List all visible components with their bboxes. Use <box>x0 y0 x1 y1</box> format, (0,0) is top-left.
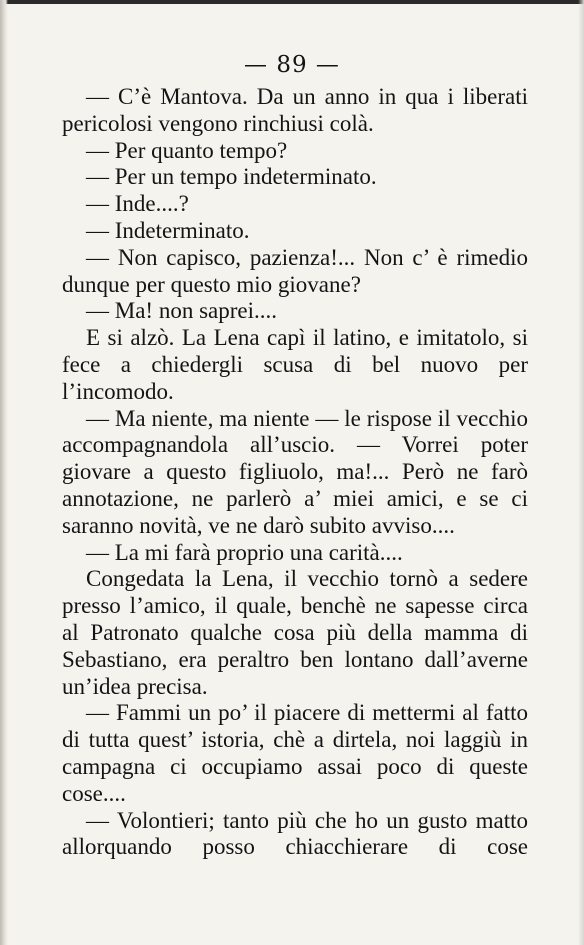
paragraph-2: — Per quanto tempo? <box>86 137 288 163</box>
paragraph-4: — Inde....? <box>86 191 189 217</box>
paragraph-10: — La mi farà proprio una carità.... <box>86 539 403 565</box>
paragraph-9: — Ma niente, ma niente — le rispose il vecchio accompagnandola all’uscio. — Vorrei poter giovare a questo figliuolo, ma!... Però ne farò annotazione, ne parlerò a’ miei amici, e se ci saranno novità, ve ne darò subito avviso.... <box>62 405 528 538</box>
paragraph-11: Congedata la Lena, il vecchio tornò a sedere presso l’amico, il quale, benchè ne sapesse circa al Patronato qualche cosa più della mamma di Sebastiano, era peraltro ben lontano dall’averne un’idea precisa. <box>62 566 528 699</box>
top-border <box>0 0 584 4</box>
page-edge <box>578 0 584 945</box>
paragraph-6: — Non capisco, pazienza!... Non c’ è rimedio dunque per questo mio giovane? <box>62 244 528 297</box>
paragraph-3: — Per un tempo indeterminato. <box>86 164 377 190</box>
paragraph-7: — Ma! non saprei.... <box>86 298 277 324</box>
paragraph-13: — Volontieri; tanto più che ho un gusto matto allorquando posso chiacchierare di cose <box>62 807 528 860</box>
paragraph-1: — C’è Mantova. Da un anno in qua i liberati pericolosi vengono rinchiusi colà. <box>62 84 528 136</box>
paragraph-5: — Indeterminato. <box>86 217 250 243</box>
binding-edge <box>0 0 8 945</box>
paragraph-8: E si alzò. La Lena capì il latino, e imitatolo, si fece a chiedergli scusa di bel nuovo per l’incomodo. <box>62 325 528 404</box>
page-number: — 89 — <box>244 52 340 78</box>
page-text <box>62 84 528 861</box>
paragraph-12: — Fammi un po’ il piacere di mettermi al fatto di tutta quest’ istoria, chè a dirtela, noi laggiù in campagna ci occupiamo assai poco di queste cose.... <box>62 700 528 806</box>
